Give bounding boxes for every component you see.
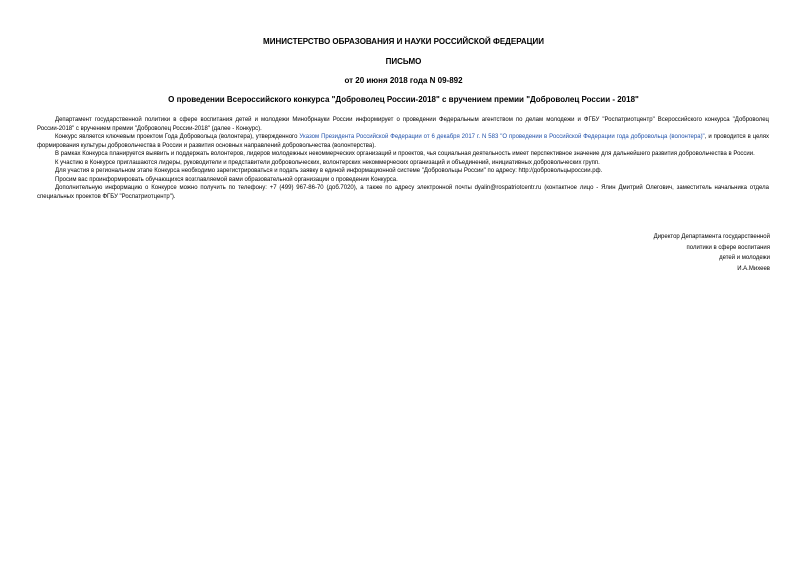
paragraph-key-project-end: , и проводится в целях формирования культуры добровольчества в России и развития основных направлений добровольчества (волонтерства).	[37, 134, 769, 149]
paragraph-request: Просим вас проинформировать обучающихся возглавляемой вами образовательной организации о проведении Конкурса.	[55, 176, 398, 183]
paragraph-registration: Для участия в региональном этапе Конкурса необходимо зарегистрироваться и подать заявку в единой информационной системе "Добровольцы России" по адресу: http://добровольцыроссии.рф.	[55, 168, 603, 174]
paragraph-contacts: Дополнительную информацию о Конкурсе можно получить по телефону: +7 (499) 967-86-70 (доб.7020), а также по адресу электронной почты dyalin@rospatriotcentr.ru (контактное лицо - Ялин Дмитрий Олегович, заместитель начальника отдела специальных проектов ФГБУ "Роспатриотцентр").	[37, 185, 769, 200]
signature-block	[550, 232, 770, 274]
document-type-heading: ПИСЬМО	[385, 57, 422, 66]
signature-position-line3: детей и молодежи	[719, 255, 770, 261]
document-date-number: от 20 июня 2018 года N 09-892	[344, 76, 463, 85]
paragraph-goals: В рамках Конкурса планируется выявить и поддержать волонтеров, лидеров молодежных некоммерческих организаций и проектов, чья социальная деятельность имеет перспективное значение для дальнейшего развития добровольчества в России.	[55, 151, 755, 157]
ministry-heading: МИНИСТЕРСТВО ОБРАЗОВАНИЯ И НАУКИ РОССИЙСКОЙ ФЕДЕРАЦИИ	[263, 37, 544, 46]
paragraph-key-project-start: Конкурс является ключевым проектом Года Добровольца (волонтера), утвержденного	[55, 134, 300, 140]
decree-link[interactable]: Указом Президента Российской Федерации от 6 декабря 2017 г. N 583 "О проведении в Российской Федерации года добровольца (волонтера)"	[299, 134, 705, 140]
signature-name: И.А.Михеев	[737, 265, 770, 272]
letter-body	[37, 116, 769, 201]
paragraph-participants: К участию в Конкурсе приглашаются лидеры, руководители и представители добровольческих, волонтерских некоммерческих организаций и объединений, инициативных добровольческих групп.	[55, 159, 600, 166]
document-title: О проведении Всероссийского конкурса "Доброволец России-2018" с вручением премии "Доброволец России - 2018"	[168, 95, 639, 104]
signature-position-line2: политики в сфере воспитания	[686, 244, 770, 251]
signature-position-line1: Директор Департамента государственной	[653, 234, 770, 240]
paragraph-intro: Департамент государственной политики в сфере воспитания детей и молодежи Минобрнауки России информирует о проведении Федеральным агентством по делам молодежи и ФГБУ "Роспатриотцентр" Всероссийского конкурса "Доброволец России-2018" с вручением премии "Доброволец России-2018" (далее - Конкурс).	[37, 117, 769, 132]
paragraph-key-project	[37, 133, 769, 150]
